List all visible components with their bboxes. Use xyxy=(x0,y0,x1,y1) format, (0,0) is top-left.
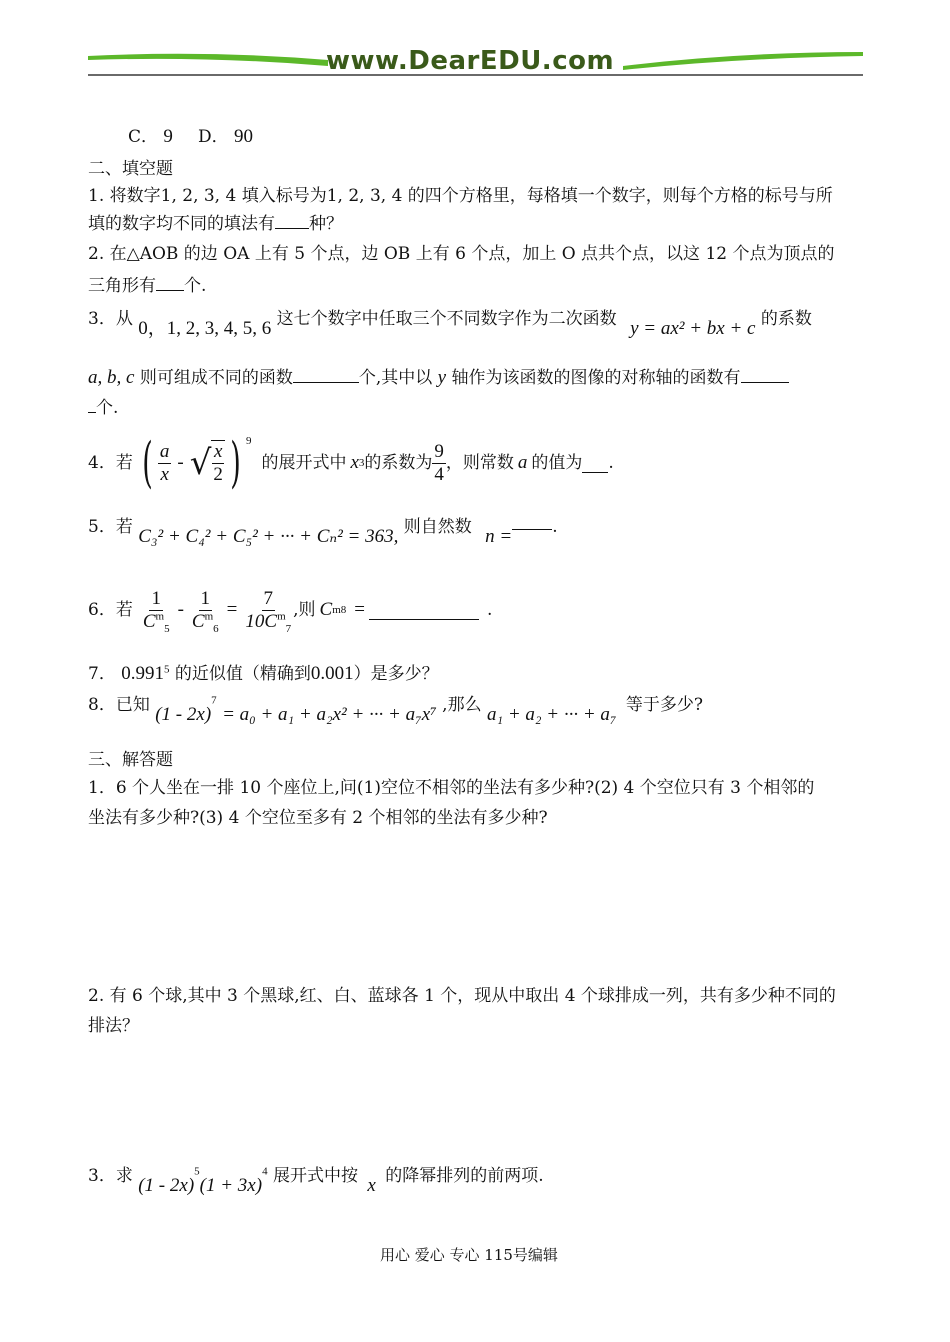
s2-question-6: 6．若 $\frac{1}{C^m_5}$ - $\frac{1}{C^m_6}$ = $\frac{7}{10C^m_7}$ ,则 C m 8 = . xyxy=(88,587,493,635)
s2-question-3-line2: a, b, c 则可组成不同的函数 个,其中以 y 轴作为该函数的图像的对称轴的函数有 xyxy=(88,364,789,391)
s2-question-5: 5．若 C₃² + C₄² + C₅² + ··· + Cₙ² = 363, 则自然数 n = . xyxy=(88,517,558,547)
header-banner xyxy=(88,42,863,78)
answer-blank[interactable] xyxy=(741,364,789,383)
answer-blank[interactable] xyxy=(275,210,309,229)
s2-question-2-line1: 2. 在△AOB 的边 OA 上有 5 个点，边 OB 上有 6 个点，加上 O 点共个点，以这 12 个点为顶点的 xyxy=(88,244,835,264)
section2-title: 二、填空题 xyxy=(88,159,173,179)
s2-question-3-line1: 3．从 0，1, 2, 3, 4, 5, 6 这七个数字中任取三个不同数字作为二次函数 y = ax² + bx + c 的系数 xyxy=(88,309,812,339)
quadratic-function: y = ax² + bx + c xyxy=(630,318,756,339)
site-logo[interactable]: www.DearEDU.com xyxy=(326,46,615,76)
page-footer: 用心 爱心 专心 115号编辑 xyxy=(380,1246,558,1264)
s2-question-4: 4．若 ( $\frac{a}{x}$ - √ $\frac{x}{2}$ ) 9 的展开式中 x 3 的系数为 $\frac{9}{4}$ ，则常数 a 的值为 . xyxy=(88,431,614,494)
combination-sum: C₃² + C₄² + C₅² + ··· + Cₙ² = 363, xyxy=(138,526,399,547)
answer-blank[interactable] xyxy=(369,601,479,620)
paren-expression: ( $\frac{a}{x}$ - √ $\frac{x}{2}$ ) 9 xyxy=(142,431,252,494)
answer-blank[interactable] xyxy=(293,364,359,383)
s3-question-2-line2: 排法？ xyxy=(88,1016,139,1036)
answer-blank[interactable] xyxy=(88,394,96,413)
digit-list: 0，1, 2, 3, 4, 5, 6 xyxy=(138,318,272,339)
choice-c: C． 9 xyxy=(128,126,173,147)
s3-question-2-line1: 2. 有 6 个球,其中 3 个黑球,红、白、蓝球各 1 个，现从中取出 4 个球排成一列，共有多少种不同的 xyxy=(88,986,836,1006)
s2-question-8: 8．已知 (1 - 2x)$^7$ = a₀ + a₁ + a₂x² + ··· + a₇x⁷ ,那么 a₁ + a₂ + ··· + a₇ 等于多少? xyxy=(88,694,704,725)
s3-question-3: 3．求 $(1 - 2x)^5(1 + 3x)^4$ 展开式中按 x 的降幂排列的前两项. xyxy=(88,1165,544,1196)
sqrt-sign: √ xyxy=(189,443,212,483)
choice-d: D． 90 xyxy=(198,126,254,147)
s2-question-2-line2: 三角形有 个. xyxy=(88,272,206,299)
s3-question-1-line1: 1．6 个人坐在一排 10 个座位上,问(1)空位不相邻的坐法有多少种?(2) 4 个空位只有 3 个相邻的 xyxy=(88,778,815,798)
s2-question-7: 7． 0.991$^5$ 的近似值（精确到0.001）是多少？ xyxy=(88,663,439,684)
s2-question-3-line3: 个. xyxy=(88,394,118,421)
s2-question-1-line1: 1. 将数字1, 2, 3, 4 填入标号为1, 2, 3, 4 的四个方格里，每格填一个数字，则每个方格的标号与所 xyxy=(88,186,833,206)
s2-question-1-line2: 填的数字均不同的填法有 种？ xyxy=(88,210,343,237)
answer-blank[interactable] xyxy=(582,454,608,473)
answer-blank[interactable] xyxy=(156,272,184,291)
section3-title: 三、解答题 xyxy=(88,750,173,770)
s3-question-1-line2: 坐法有多少种?(3) 4 个空位至多有 2 个相邻的坐法有多少种? xyxy=(88,808,548,828)
answer-blank[interactable] xyxy=(512,519,552,530)
